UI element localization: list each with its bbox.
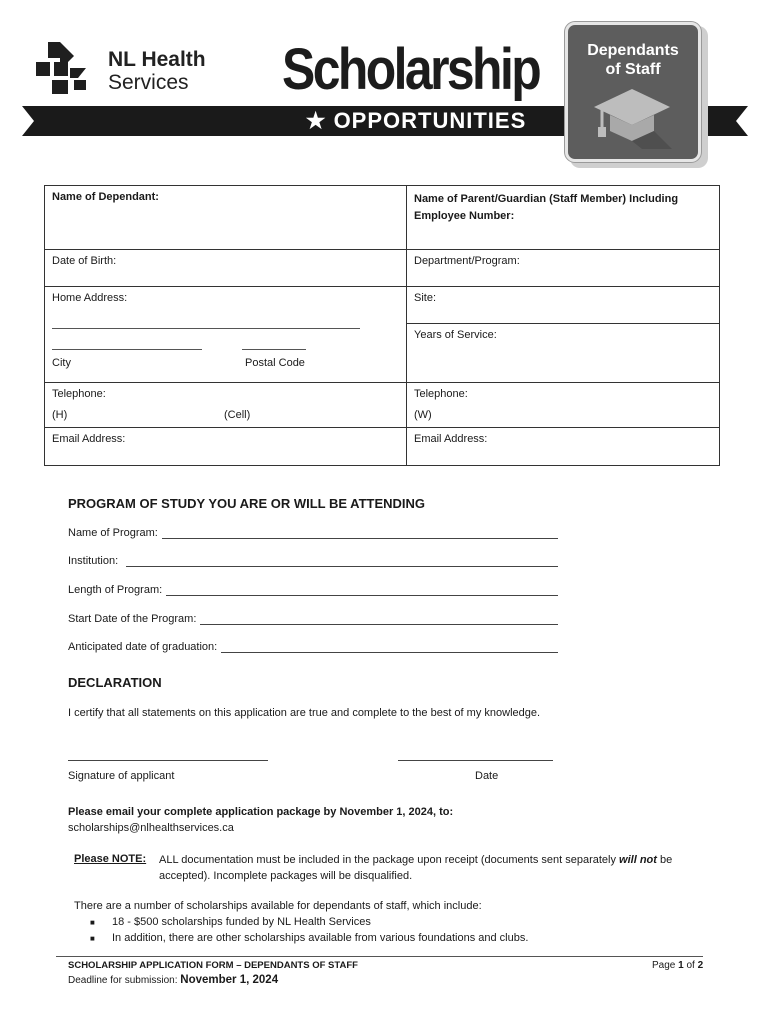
telephone-left-field[interactable]	[45, 383, 407, 428]
declaration-heading: DECLARATION	[68, 675, 162, 690]
page-number	[652, 958, 703, 973]
page-label: Page	[652, 960, 676, 971]
declaration-statement: I certify that all statements on this application are true and complete to the best of my knowledge.	[68, 707, 541, 719]
name-of-dependant-field[interactable]	[45, 186, 407, 250]
footer-deadline	[68, 973, 278, 988]
availability-intro: There are a number of scholarships available for dependants of staff, which include:	[74, 900, 482, 912]
nl-health-logo-icon	[34, 40, 96, 98]
parent-guardian-field[interactable]	[407, 186, 720, 250]
cell-phone-label: (Cell)	[224, 409, 251, 421]
institution-line[interactable]	[126, 557, 558, 567]
date-of-birth-label: Date of Birth:	[52, 255, 117, 267]
site-field[interactable]	[407, 287, 720, 324]
page-total: 2	[697, 960, 704, 971]
start-date-label: Start Date of the Program:	[68, 613, 197, 625]
email-left-field[interactable]	[45, 428, 407, 466]
graduation-date-line[interactable]	[221, 643, 558, 653]
date-label: Date	[475, 770, 499, 782]
program-length-label: Length of Program:	[68, 584, 163, 596]
program-name-row[interactable]	[68, 527, 558, 539]
brand-line-1: NL Health	[108, 48, 206, 71]
telephone-right-label: Telephone:	[414, 388, 468, 400]
signature-line[interactable]	[68, 760, 268, 761]
submission-email-link[interactable]: scholarships@nlhealthservices.ca	[68, 822, 234, 834]
city-label: City	[52, 357, 71, 369]
submission-instruction: Please email your complete application package by November 1, 2024, to:	[68, 806, 454, 818]
ribbon-label: ★ OPPORTUNITIES ★	[305, 108, 527, 161]
bullet-text-1: 18 - $500 scholarships funded by NL Health Services	[112, 916, 371, 928]
note-emphasis: will not	[619, 854, 657, 866]
bullet-text-2: In addition, there are other scholarships available from various foundations and clubs.	[112, 932, 529, 944]
date-line[interactable]	[398, 760, 553, 761]
address-line-1[interactable]	[52, 304, 360, 329]
email-right-label: Email Address:	[414, 433, 488, 445]
badge-line-2: of Staff	[605, 61, 661, 78]
institution-label: Institution:	[68, 555, 119, 567]
note-text-part-1: ALL documentation must be included in the package upon receipt (documents sent separately	[159, 854, 620, 866]
start-date-line[interactable]	[200, 615, 558, 625]
deadline-date: November 1, 2024	[180, 974, 279, 986]
page-of: of	[686, 960, 695, 971]
site-label: Site:	[414, 292, 437, 304]
start-date-row[interactable]	[68, 613, 558, 625]
home-address-label: Home Address:	[52, 292, 128, 304]
program-length-line[interactable]	[166, 586, 558, 596]
postal-code-label: Postal Code	[245, 357, 305, 369]
program-name-line[interactable]	[162, 529, 558, 539]
page-title: Scholarship	[282, 37, 540, 102]
bullet-icon: ■	[90, 918, 95, 927]
postal-code-line[interactable]	[242, 349, 306, 350]
parent-guardian-label: Name of Parent/Guardian (Staff Member) Including Employee Number:	[414, 193, 679, 222]
signature-label: Signature of applicant	[68, 770, 175, 782]
graduation-date-label: Anticipated date of graduation:	[68, 641, 218, 653]
brand-name	[108, 48, 206, 94]
note-text	[159, 852, 707, 884]
years-of-service-label: Years of Service:	[414, 329, 497, 341]
graduation-cap-icon	[592, 85, 672, 149]
program-name-label: Name of Program:	[68, 527, 158, 539]
badge-title	[568, 41, 698, 79]
department-program-label: Department/Program:	[414, 255, 520, 267]
bullet-item	[90, 915, 371, 930]
note-text-part-2: be accepted). Incomplete packages will be disqualified.	[159, 854, 673, 882]
department-program-field[interactable]	[407, 250, 720, 287]
brand-line-2: Services	[108, 71, 189, 94]
program-heading: PROGRAM OF STUDY YOU ARE OR WILL BE ATTENDING	[68, 496, 426, 511]
home-address-field[interactable]	[45, 287, 407, 383]
telephone-right-field[interactable]	[407, 383, 720, 428]
name-of-dependant-label: Name of Dependant:	[52, 191, 159, 203]
deadline-label: Deadline for submission:	[68, 975, 178, 986]
telephone-left-label: Telephone:	[52, 388, 106, 400]
city-line[interactable]	[52, 349, 202, 350]
badge-line-1: Dependants	[587, 42, 679, 59]
work-phone-label: (W)	[414, 409, 432, 421]
home-phone-label: (H)	[52, 409, 68, 421]
bullet-icon: ■	[90, 934, 95, 943]
note-label: Please NOTE:	[74, 853, 147, 865]
page-current: 1	[678, 960, 684, 971]
applicant-info-table	[44, 185, 720, 466]
program-length-row[interactable]	[68, 584, 558, 596]
graduation-date-row[interactable]	[68, 641, 558, 653]
bullet-item	[90, 931, 528, 946]
date-of-birth-field[interactable]	[45, 250, 407, 287]
email-left-label: Email Address:	[52, 433, 126, 445]
footer-divider	[56, 956, 703, 957]
email-right-field[interactable]	[407, 428, 720, 466]
institution-row[interactable]	[68, 555, 558, 567]
years-of-service-field[interactable]	[407, 324, 720, 383]
dependants-badge	[565, 22, 701, 162]
footer-form-title: SCHOLARSHIP APPLICATION FORM – DEPENDANTS OF STAFF	[68, 960, 358, 971]
